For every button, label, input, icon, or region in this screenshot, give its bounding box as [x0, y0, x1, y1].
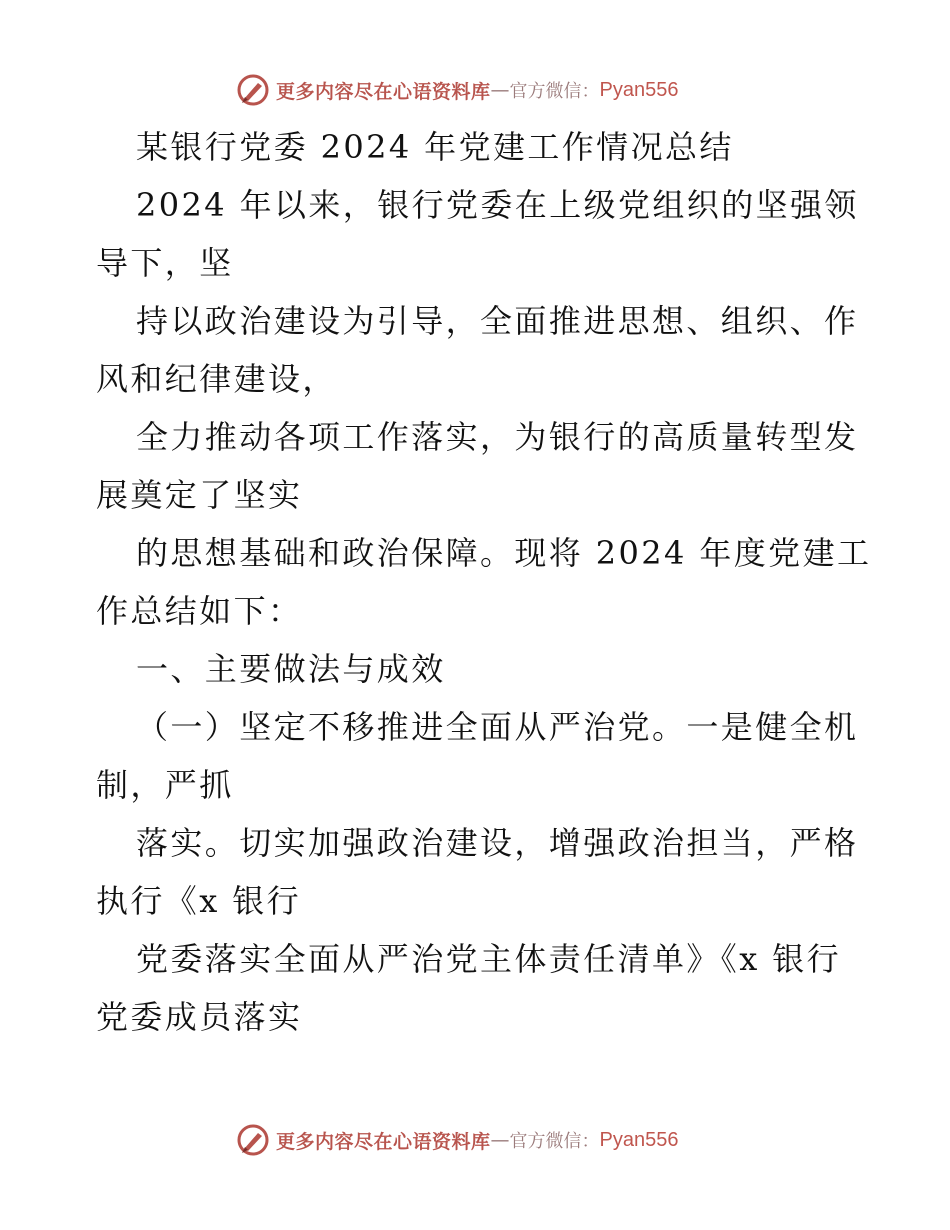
paragraph-line: 党委成员落实 — [96, 998, 303, 1036]
watermark-separator: — — [490, 79, 510, 101]
watermark-text: 更多内容尽在心语资料库 — [276, 80, 491, 103]
paragraph-line: 2024 年以来，银行党委在上级党组织的坚强领 — [136, 186, 859, 224]
paragraph-line: 作总结如下： — [96, 592, 303, 630]
section-heading: 一、主要做法与成效 — [136, 650, 446, 688]
watermark-wechat-id: Pyan556 — [599, 1128, 679, 1151]
paragraph-line: 党委落实全面从严治党主体责任清单》《x 银行 — [136, 940, 842, 978]
pen-seal-icon — [236, 1123, 270, 1157]
document-title: 某银行党委 2024 年党建工作情况总结 — [136, 128, 734, 166]
paragraph-line: 制，严抓 — [96, 766, 234, 804]
paragraph-line: 持以政治建设为引导，全面推进思想、组织、作 — [136, 302, 859, 340]
footer-watermark — [236, 1122, 678, 1158]
watermark-wechat-label: 官方微信： — [509, 1131, 600, 1152]
paragraph-line: 导下，坚 — [96, 244, 234, 282]
watermark-separator: — — [490, 1129, 510, 1151]
document-body — [96, 118, 872, 1046]
watermark-text: 更多内容尽在心语资料库 — [276, 1130, 491, 1153]
paragraph-line: 的思想基础和政治保障。现将 2024 年度党建工 — [136, 534, 872, 572]
pen-seal-icon — [236, 73, 270, 107]
header-watermark — [236, 72, 678, 108]
paragraph-line: 落实。切实加强政治建设，增强政治担当，严格 — [136, 824, 859, 862]
paragraph-line: 全力推动各项工作落实，为银行的高质量转型发 — [136, 418, 859, 456]
paragraph-line: 执行《x 银行 — [96, 882, 302, 920]
watermark-wechat-id: Pyan556 — [599, 78, 679, 101]
subsection-line: （一）坚定不移推进全面从严治党。一是健全机 — [136, 708, 859, 746]
paragraph-line: 展奠定了坚实 — [96, 476, 303, 514]
watermark-wechat-label: 官方微信： — [509, 81, 600, 102]
paragraph-line: 风和纪律建设， — [96, 360, 337, 398]
